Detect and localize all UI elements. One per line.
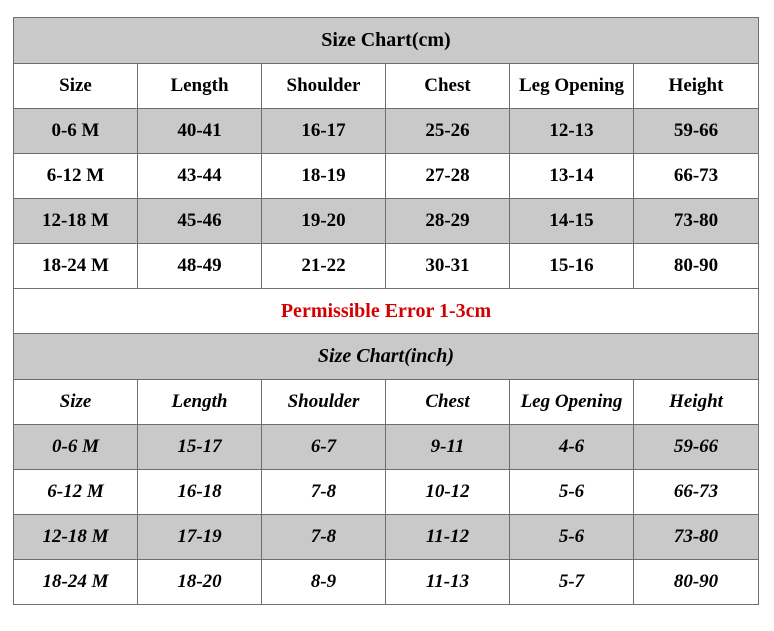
size-cell: 18-24 M	[14, 244, 138, 289]
height-cell: 66-73	[634, 154, 759, 199]
shoulder-cell: 18-19	[262, 154, 386, 199]
table-row	[14, 109, 759, 154]
inch-header-shoulder: Shoulder	[262, 380, 386, 425]
length-cell: 48-49	[138, 244, 262, 289]
length-cell: 16-18	[138, 470, 262, 515]
chest-cell: 28-29	[386, 199, 510, 244]
cm-title-row	[14, 18, 759, 64]
height-cell: 66-73	[634, 470, 759, 515]
length-cell: 43-44	[138, 154, 262, 199]
cm-header-size: Size	[14, 64, 138, 109]
leg-opening-cell: 15-16	[510, 244, 634, 289]
shoulder-cell: 6-7	[262, 425, 386, 470]
shoulder-cell: 19-20	[262, 199, 386, 244]
leg-opening-cell: 5-7	[510, 560, 634, 605]
cm-header-leg-opening: Leg Opening	[510, 64, 634, 109]
shoulder-cell: 16-17	[262, 109, 386, 154]
inch-header-leg-opening: Leg Opening	[510, 380, 634, 425]
cm-header-shoulder: Shoulder	[262, 64, 386, 109]
inch-chart-title: Size Chart(inch)	[14, 334, 759, 380]
size-cell: 12-18 M	[14, 199, 138, 244]
shoulder-cell: 8-9	[262, 560, 386, 605]
chest-cell: 11-13	[386, 560, 510, 605]
chest-cell: 27-28	[386, 154, 510, 199]
table-row	[14, 560, 759, 605]
leg-opening-cell: 5-6	[510, 470, 634, 515]
leg-opening-cell: 12-13	[510, 109, 634, 154]
chest-cell: 30-31	[386, 244, 510, 289]
shoulder-cell: 21-22	[262, 244, 386, 289]
length-cell: 18-20	[138, 560, 262, 605]
height-cell: 80-90	[634, 560, 759, 605]
length-cell: 15-17	[138, 425, 262, 470]
size-chart-table	[13, 17, 759, 605]
length-cell: 45-46	[138, 199, 262, 244]
chest-cell: 11-12	[386, 515, 510, 560]
cm-header-row	[14, 64, 759, 109]
cm-size-chart	[14, 18, 759, 289]
inch-header-length: Length	[138, 380, 262, 425]
shoulder-cell: 7-8	[262, 515, 386, 560]
table-row	[14, 244, 759, 289]
inch-size-chart	[14, 334, 759, 605]
leg-opening-cell: 14-15	[510, 199, 634, 244]
permissible-error-note: Permissible Error 1-3cm	[14, 289, 759, 334]
height-cell: 59-66	[634, 109, 759, 154]
inch-title-row	[14, 334, 759, 380]
inch-header-size: Size	[14, 380, 138, 425]
cm-header-chest: Chest	[386, 64, 510, 109]
height-cell: 80-90	[634, 244, 759, 289]
size-cell: 12-18 M	[14, 515, 138, 560]
note-row	[14, 289, 759, 334]
leg-opening-cell: 5-6	[510, 515, 634, 560]
size-cell: 6-12 M	[14, 154, 138, 199]
height-cell: 59-66	[634, 425, 759, 470]
height-cell: 73-80	[634, 199, 759, 244]
chest-cell: 25-26	[386, 109, 510, 154]
inch-header-row	[14, 380, 759, 425]
length-cell: 17-19	[138, 515, 262, 560]
cm-header-length: Length	[138, 64, 262, 109]
leg-opening-cell: 4-6	[510, 425, 634, 470]
size-cell: 0-6 M	[14, 425, 138, 470]
leg-opening-cell: 13-14	[510, 154, 634, 199]
chest-cell: 9-11	[386, 425, 510, 470]
inch-header-height: Height	[634, 380, 759, 425]
length-cell: 40-41	[138, 109, 262, 154]
table-row	[14, 199, 759, 244]
size-cell: 18-24 M	[14, 560, 138, 605]
table-row	[14, 154, 759, 199]
cm-chart-title: Size Chart(cm)	[14, 18, 759, 64]
chest-cell: 10-12	[386, 470, 510, 515]
cm-header-height: Height	[634, 64, 759, 109]
table-row	[14, 425, 759, 470]
inch-header-chest: Chest	[386, 380, 510, 425]
shoulder-cell: 7-8	[262, 470, 386, 515]
table-row	[14, 515, 759, 560]
table-row	[14, 470, 759, 515]
size-cell: 6-12 M	[14, 470, 138, 515]
height-cell: 73-80	[634, 515, 759, 560]
size-cell: 0-6 M	[14, 109, 138, 154]
note-section	[14, 289, 759, 334]
